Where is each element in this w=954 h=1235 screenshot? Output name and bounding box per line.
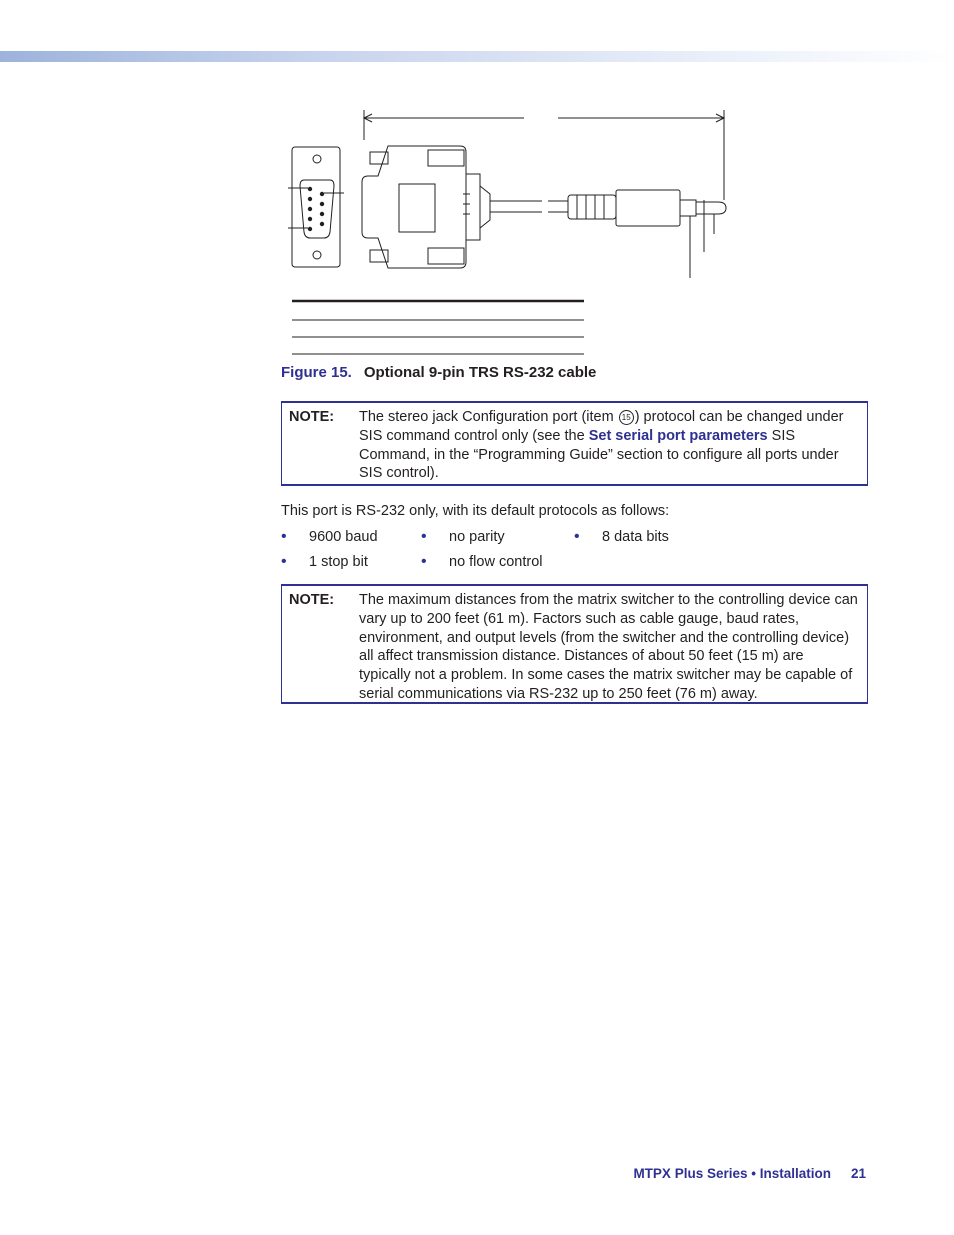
- page-footer: [600, 1166, 866, 1181]
- db9-port-view: [288, 147, 344, 267]
- footer-title: MTPX Plus Series • Installation: [633, 1166, 831, 1181]
- note-box-config-port: [281, 401, 868, 486]
- bullet-icon: •: [421, 528, 427, 545]
- cable-diagram: [280, 100, 740, 370]
- protocol-item: • 8 data bits: [574, 528, 669, 545]
- protocol-item: • no flow control: [421, 553, 543, 570]
- bullet-icon: •: [281, 553, 287, 570]
- intro-paragraph: This port is RS-232 only, with its default protocols as follows:: [281, 503, 670, 519]
- cable-section: [490, 201, 568, 212]
- protocol-item: • 9600 baud: [281, 528, 378, 545]
- db9-connector-body: [362, 146, 490, 268]
- note-text: The maximum distances from the matrix switcher to the controlling device can vary up to 200 feet (61 m). Factors such as cable gauge, baud rates, environment, and output levels (from the switcher and the controlling device) all affect transmission distance. Distances of about 50 feet (15 m) are typically not a problem. In some cases the matrix switcher may be capable of serial communications via RS-232 up to 250 feet (76 m) away.: [359, 592, 858, 702]
- protocol-item: • no parity: [421, 528, 505, 545]
- page-number: 21: [850, 1166, 866, 1181]
- note-label: NOTE:: [289, 409, 335, 425]
- figure-title: Optional 9-pin TRS RS-232 cable: [363, 364, 597, 381]
- set-serial-port-parameters-link[interactable]: Set serial port parameters: [588, 427, 768, 444]
- figure-number: Figure 15.: [281, 364, 352, 381]
- note-box-distance: [281, 584, 868, 704]
- bullet-icon: •: [574, 528, 580, 545]
- header-band: [0, 51, 954, 62]
- trs-plug: [568, 190, 726, 278]
- pin-table-lines: [292, 301, 584, 354]
- bullet-icon: •: [421, 553, 427, 570]
- note-text: The stereo jack Configuration port (item 15 ) protocol can be changed under SIS command control only (see the Set serial port parameters SIS Command, in the “Programming Guide” section to configure all ports under SIS control).: [359, 409, 844, 482]
- bullet-icon: •: [281, 528, 287, 545]
- item-number-badge: 15: [619, 410, 634, 425]
- protocol-item: • 1 stop bit: [281, 553, 368, 570]
- note-label: NOTE:: [289, 592, 335, 608]
- figure-caption: [281, 364, 596, 381]
